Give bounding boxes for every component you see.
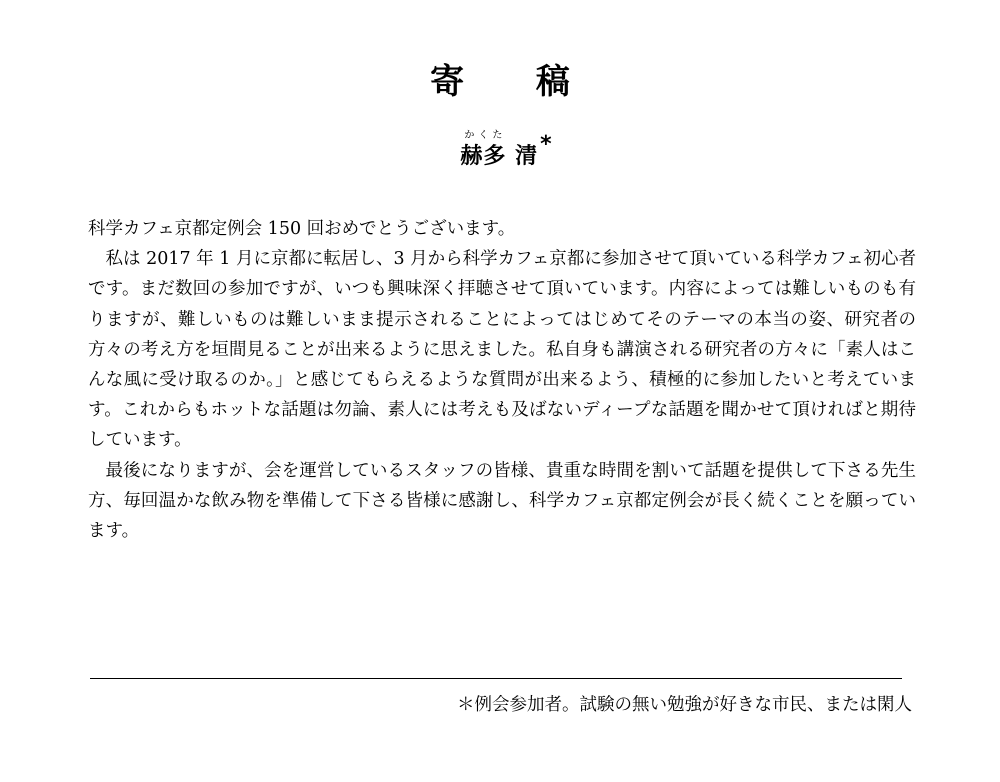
page-title: 寄 稿 [430, 62, 600, 102]
paragraph-closing: 最後になりますが、会を運営しているスタッフの皆様、貴重な時間を割いて話題を提供して下さる先生方、毎回温かな飲み物を準備して下さる皆様に感謝し、科学カフェ京都定例会が長く続くことを願っています。 [88, 460, 916, 542]
author [460, 126, 551, 172]
footnote: ＊例会参加者。試験の無い勉強が好きな市民、または閑人 [457, 695, 912, 715]
author-block [0, 126, 1000, 172]
footnote-divider [90, 678, 902, 679]
author-footnote-mark: * [540, 132, 552, 157]
author-name: 赫多 清 [460, 144, 539, 169]
author-ruby: かくた [464, 130, 507, 141]
paragraph-greeting: 科学カフェ京都定例会 150 回おめでとうございます。 [88, 219, 516, 239]
article-body [88, 214, 916, 546]
paragraph-main: 私は 2017 年 1 月に京都に転居し、3 月から科学カフェ京都に参加させて頂いている科学カフェ初心者です。まだ数回の参加ですが、いつも興味深く拝聴させて頂いています。内容によっては難しいものも有りますが、難しいものは難しいまま提示されることによってはじめてそのテーマの本当の姿、研究者の方々の考え方を垣間見ることが出来るように思えました。私自身も講演される研究者の方々に「素人はこんな風に受け取るのか。」と感じてもらえるような質問が出来るよう、積極的に参加したいと考えています。これからもホットな話題は勿論、素人には考えも及ばないディープな話題を聞かせて頂ければと期待しています。 [88, 249, 916, 451]
